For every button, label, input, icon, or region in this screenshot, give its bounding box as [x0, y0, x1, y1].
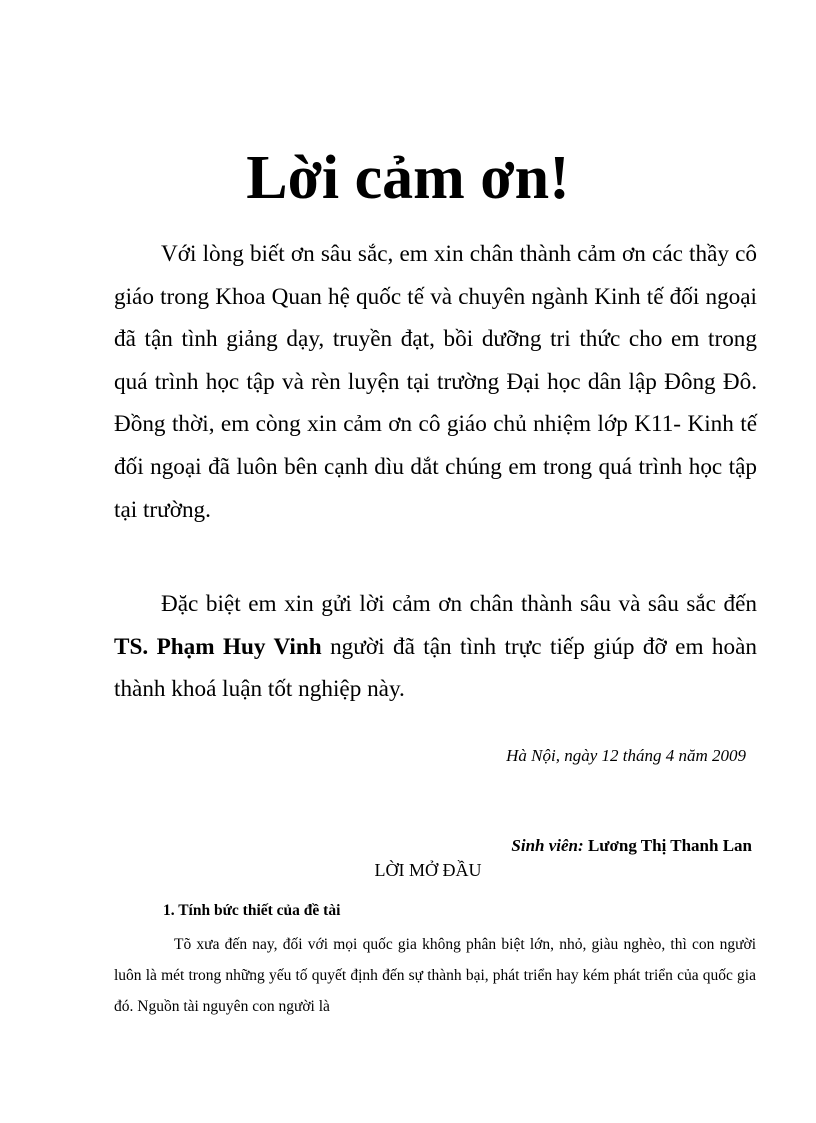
section-heading: 1. Tính bức thiết của đề tài [163, 902, 341, 919]
signature-label: Sinh viên: [511, 836, 584, 855]
introduction-heading: LỜI MỞ ĐẦU [374, 860, 482, 880]
signature-block [511, 834, 752, 858]
advisor-name: TS. Phạm Huy Vinh [114, 633, 322, 660]
student-name: Lương Thị Thanh Lan [583, 836, 752, 855]
acknowledgement-paragraph-2-outro: người đã tận tình trực tiếp giúp đỡ em hoàn thành khoá luận tốt nghiệp này. [114, 633, 757, 703]
page-title: Lời cảm ơn! [246, 144, 570, 212]
acknowledgement-paragraph-2 [114, 583, 757, 711]
acknowledgement-paragraph-2-intro: Đặc biệt em xin gửi lời cảm ơn chân thành sâu và sâu sắc đến [161, 591, 757, 617]
acknowledgement-paragraph-1: Với lòng biết ơn sâu sắc, em xin chân thành cảm ơn các thầy cô giáo trong Khoa Quan hệ quốc tế và chuyên ngành Kinh tế đối ngoại đã tận tình giảng dạy, truyền đạt, bồi dưỡng tri thức cho em trong quá trình học tập và rèn luyện tại trường Đại học dân lập Đông Đô. Đồng thời, em còng xin cảm ơn cô giáo chủ nhiệm lớp K11- Kinh tế đối ngoại đã luôn bên cạnh dìu dắt chúng em trong quá trình học tập tại trường. [114, 241, 757, 523]
introduction-paragraph: Tõ xưa đến nay, đối với mọi quốc gia không phân biệt lớn, nhỏ, giàu nghèo, thì con người luôn là mét trong những yếu tố quyết định đến sự thành bại, phát triển hay kém phát triển của quốc gia đó. Nguồn tài nguyên con người là [114, 936, 756, 1015]
date-line: Hà Nội, ngày 12 tháng 4 năm 2009 [506, 746, 746, 765]
